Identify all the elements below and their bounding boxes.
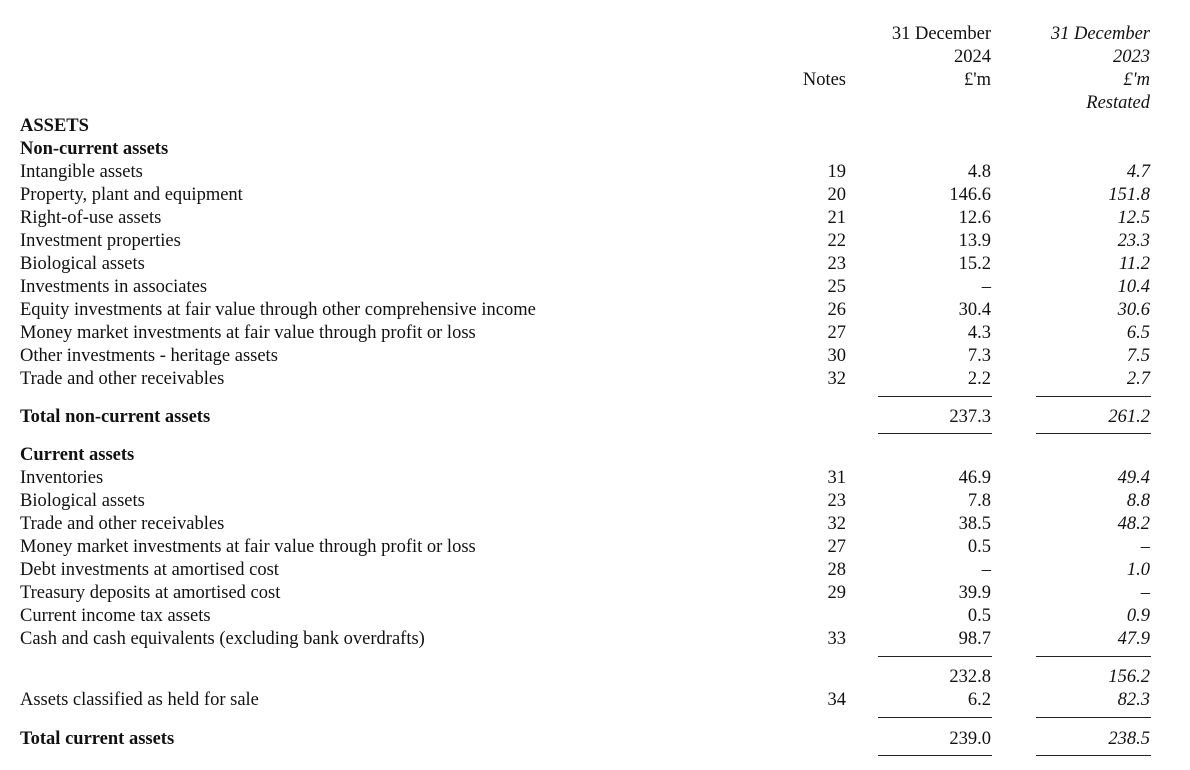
row-value-2023: 47.9 — [1117, 629, 1150, 649]
table-row — [0, 368, 1190, 391]
held-for-sale-label: Assets classified as held for sale — [20, 690, 259, 710]
row-value-2024: 13.9 — [958, 231, 991, 251]
row-value-2023: 6.5 — [1126, 323, 1150, 343]
header-2023-year: 2023 — [1113, 47, 1150, 67]
held-for-sale-row — [0, 689, 1190, 712]
rule-2024-total-current-bottom — [878, 755, 992, 756]
row-value-2023: 48.2 — [1117, 514, 1150, 534]
row-value-2023: 10.4 — [1117, 277, 1150, 297]
row-value-2024: 7.3 — [967, 346, 991, 366]
total-non-current-2023: 261.2 — [1108, 407, 1150, 427]
row-value-2024: 2.2 — [967, 369, 991, 389]
row-value-2024: 4.8 — [967, 162, 991, 182]
header-2024-year: 2024 — [954, 47, 991, 67]
row-note: 28 — [827, 560, 846, 580]
row-value-2023: 7.5 — [1126, 346, 1150, 366]
rule-2024-subtotal — [878, 656, 992, 657]
row-value-2023: 2.7 — [1126, 369, 1150, 389]
subtotal-current-row — [0, 666, 1190, 689]
table-row — [0, 253, 1190, 276]
header-2024-unit: £'m — [964, 70, 991, 90]
row-label: Other investments - heritage assets — [20, 346, 278, 366]
row-label: Biological assets — [20, 491, 145, 511]
total-current-label: Total current assets — [20, 729, 175, 749]
row-note: 22 — [827, 231, 846, 251]
row-value-2024: 4.3 — [967, 323, 991, 343]
row-value-2023: 12.5 — [1117, 208, 1150, 228]
column-header-2023 — [1051, 23, 1150, 115]
subtotal-current-2023: 156.2 — [1108, 667, 1150, 687]
row-value-2024: 30.4 — [958, 300, 991, 320]
row-value-2023: – — [1140, 583, 1150, 603]
row-note: 32 — [827, 514, 846, 534]
notes-column-header — [803, 69, 846, 92]
total-current-row — [0, 728, 1190, 751]
row-note: 21 — [827, 208, 846, 228]
row-value-2023: 30.6 — [1117, 300, 1150, 320]
table-row — [0, 513, 1190, 536]
table-row — [0, 345, 1190, 368]
row-value-2023: 1.0 — [1126, 560, 1150, 580]
row-note: 27 — [827, 537, 846, 557]
held-for-sale-2024: 6.2 — [967, 690, 991, 710]
current-assets-heading: Current assets — [20, 445, 135, 465]
table-row — [0, 605, 1190, 628]
table-row — [0, 322, 1190, 345]
row-value-2024: 12.6 — [958, 208, 991, 228]
rule-2024-bottom — [878, 433, 992, 434]
row-value-2024: 0.5 — [967, 606, 991, 626]
row-note: 33 — [827, 629, 846, 649]
row-value-2023: 4.7 — [1126, 162, 1150, 182]
table-row — [0, 582, 1190, 605]
table-row — [0, 628, 1190, 651]
row-note: 23 — [827, 491, 846, 511]
assets-heading: ASSETS — [20, 116, 89, 136]
row-value-2024: 39.9 — [958, 583, 991, 603]
row-label: Trade and other receivables — [20, 514, 225, 534]
rule-2024-top — [878, 396, 992, 397]
non-current-assets-heading: Non-current assets — [20, 139, 169, 159]
row-label: Money market investments at fair value through profit or loss — [20, 323, 476, 343]
row-value-2024: 98.7 — [958, 629, 991, 649]
rule-2023-top — [1036, 396, 1151, 397]
table-row — [0, 299, 1190, 322]
table-row — [0, 207, 1190, 230]
row-label: Right-of-use assets — [20, 208, 162, 228]
row-note: 26 — [827, 300, 846, 320]
row-value-2024: – — [981, 277, 991, 297]
non-current-heading-row — [0, 138, 1190, 161]
held-for-sale-2023: 82.3 — [1117, 690, 1150, 710]
table-row — [0, 276, 1190, 299]
row-note: 23 — [827, 254, 846, 274]
row-label: Investment properties — [20, 231, 181, 251]
row-note: 20 — [827, 185, 846, 205]
row-label: Equity investments at fair value through other comprehensive income — [20, 300, 536, 320]
row-label: Intangible assets — [20, 162, 143, 182]
total-non-current-row — [0, 406, 1190, 429]
row-label: Treasury deposits at amortised cost — [20, 583, 281, 603]
row-value-2024: 46.9 — [958, 468, 991, 488]
row-note: 31 — [827, 468, 846, 488]
row-label: Current income tax assets — [20, 606, 211, 626]
row-value-2024: 38.5 — [958, 514, 991, 534]
row-value-2023: 23.3 — [1117, 231, 1150, 251]
row-note: 32 — [827, 369, 846, 389]
row-value-2023: 151.8 — [1108, 185, 1150, 205]
total-non-current-label: Total non-current assets — [20, 407, 211, 427]
row-note: 27 — [827, 323, 846, 343]
row-value-2024: 146.6 — [949, 185, 991, 205]
total-current-2023: 238.5 — [1108, 729, 1150, 749]
rule-2023-bottom — [1036, 433, 1151, 434]
row-value-2023: – — [1140, 537, 1150, 557]
row-value-2023: 49.4 — [1117, 468, 1150, 488]
row-label: Investments in associates — [20, 277, 208, 297]
row-label: Property, plant and equipment — [20, 185, 243, 205]
column-header-2024 — [892, 23, 991, 92]
row-label: Trade and other receivables — [20, 369, 225, 389]
assets-heading-row — [0, 115, 1190, 138]
row-value-2023: 11.2 — [1118, 254, 1150, 274]
current-heading-row — [0, 444, 1190, 467]
total-non-current-2024: 237.3 — [949, 407, 991, 427]
table-row — [0, 161, 1190, 184]
row-label: Cash and cash equivalents (excluding bank overdrafts) — [20, 629, 425, 649]
row-label: Biological assets — [20, 254, 145, 274]
header-2024-date: 31 December — [891, 24, 991, 44]
row-note: 19 — [827, 162, 846, 182]
total-current-2024: 239.0 — [949, 729, 991, 749]
row-label: Inventories — [20, 468, 104, 488]
row-note: 25 — [827, 277, 846, 297]
held-for-sale-note: 34 — [827, 690, 846, 710]
rule-2023-subtotal — [1036, 656, 1151, 657]
subtotal-current-2024: 232.8 — [949, 667, 991, 687]
rule-2024-total-current-top — [878, 717, 992, 718]
row-note: 30 — [827, 346, 846, 366]
table-row — [0, 184, 1190, 207]
rule-2023-total-current-bottom — [1036, 755, 1151, 756]
row-note: 29 — [827, 583, 846, 603]
row-value-2024: 15.2 — [958, 254, 991, 274]
table-row — [0, 536, 1190, 559]
row-value-2024: 0.5 — [967, 537, 991, 557]
notes-header-label: Notes — [802, 70, 846, 90]
header-2023-restated: Restated — [1086, 93, 1150, 113]
table-row — [0, 467, 1190, 490]
table-row — [0, 230, 1190, 253]
row-value-2023: 0.9 — [1126, 606, 1150, 626]
header-2023-date: 31 December — [1050, 24, 1150, 44]
row-value-2024: 7.8 — [967, 491, 991, 511]
table-row — [0, 490, 1190, 513]
header-2023-unit: £'m — [1123, 70, 1150, 90]
rule-2023-total-current-top — [1036, 717, 1151, 718]
row-label: Money market investments at fair value through profit or loss — [20, 537, 476, 557]
table-row — [0, 559, 1190, 582]
row-value-2023: 8.8 — [1126, 491, 1150, 511]
row-value-2024: – — [981, 560, 991, 580]
row-label: Debt investments at amortised cost — [20, 560, 279, 580]
